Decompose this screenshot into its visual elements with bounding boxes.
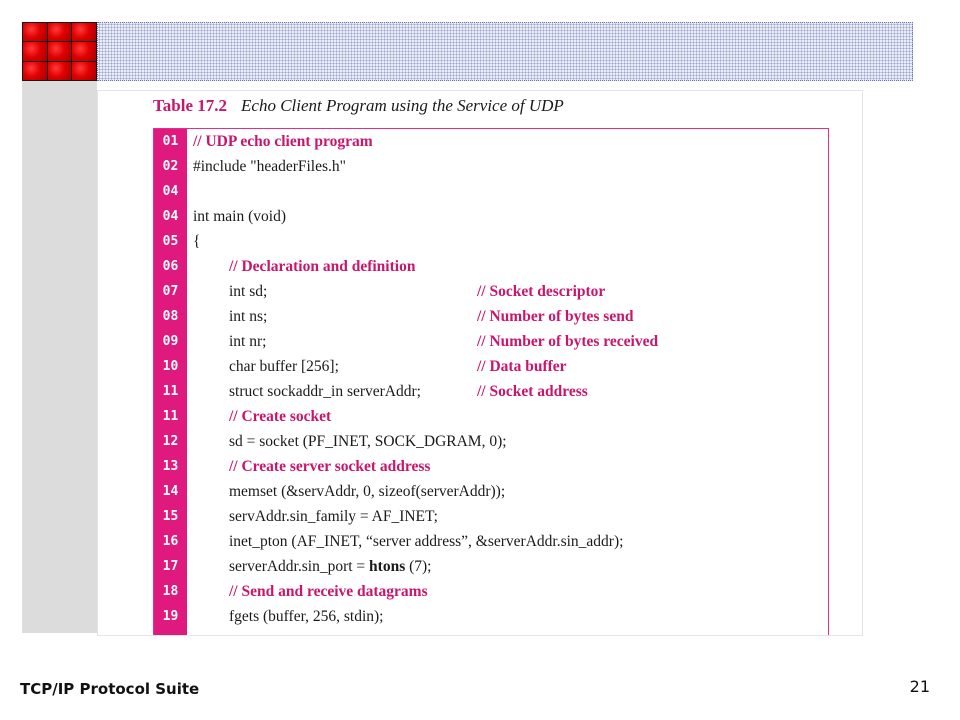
line-number: 18 — [162, 584, 179, 599]
table-label: Table 17.2 — [153, 96, 228, 115]
code-line — [154, 179, 828, 204]
table-caption — [153, 96, 564, 116]
code-comment: // Number of bytes send — [477, 308, 634, 325]
code-line — [154, 329, 828, 354]
code-line — [154, 479, 828, 504]
code-line — [154, 504, 828, 529]
code-line — [154, 129, 828, 154]
line-number: 08 — [162, 309, 179, 324]
code-line — [154, 354, 828, 379]
code-text: int nr; — [229, 333, 267, 350]
code-keyword: htons — [369, 558, 406, 575]
logo-cell — [23, 23, 47, 41]
code-line — [154, 154, 828, 179]
code-line — [154, 454, 828, 479]
line-number: 02 — [162, 159, 179, 174]
code-text: // Declaration and definition — [229, 258, 416, 275]
logo-cell — [72, 23, 96, 41]
code-comment: // Socket descriptor — [477, 283, 606, 300]
code-line — [154, 429, 828, 454]
code-text: // UDP echo client program — [193, 133, 373, 150]
code-text: int sd; — [229, 283, 268, 300]
code-line — [154, 404, 828, 429]
table-title: Echo Client Program using the Service of UDP — [241, 96, 564, 115]
line-number: 11 — [162, 384, 179, 399]
code-text: // Create socket — [229, 408, 332, 425]
code-comment: // Data buffer — [477, 358, 567, 375]
logo-cell — [23, 62, 47, 80]
code-text: sd = socket (PF_INET, SOCK_DGRAM, 0); — [229, 433, 507, 450]
line-number: 04 — [162, 184, 179, 199]
logo-cell — [72, 62, 96, 80]
side-panel — [22, 81, 97, 633]
code-line — [154, 204, 828, 229]
code-listing — [153, 128, 829, 636]
code-line — [154, 554, 828, 579]
code-line — [154, 379, 828, 404]
code-line — [154, 604, 828, 629]
line-number: 19 — [162, 609, 179, 624]
code-text — [229, 554, 432, 579]
header-band — [97, 22, 913, 81]
logo-cell — [72, 42, 96, 60]
line-number: 05 — [162, 234, 179, 249]
line-number: 15 — [162, 509, 179, 524]
logo-cell — [48, 42, 72, 60]
code-text: memset (&servAddr, 0, sizeof(serverAddr)); — [229, 483, 506, 500]
line-number: 04 — [162, 209, 179, 224]
code-line — [154, 229, 828, 254]
footer-title: TCP/IP Protocol Suite — [20, 680, 200, 698]
logo-cell — [23, 42, 47, 60]
logo-cell — [48, 62, 72, 80]
code-line — [154, 579, 828, 604]
code-text: #include "headerFiles.h" — [193, 158, 346, 175]
line-number: 09 — [162, 334, 179, 349]
code-text-part: serverAddr.sin_port = — [229, 558, 370, 575]
code-text: servAddr.sin_family = AF_INET; — [229, 508, 438, 525]
code-line — [154, 279, 828, 304]
code-text: inet_pton (AF_INET, “server address”, &serverAddr.sin_addr); — [229, 533, 624, 550]
line-number: 07 — [162, 284, 179, 299]
line-number: 14 — [162, 484, 179, 499]
logo-cell — [48, 23, 72, 41]
line-number: 17 — [162, 559, 179, 574]
code-comment: // Number of bytes received — [477, 333, 659, 350]
line-number: 10 — [162, 359, 179, 374]
code-line — [154, 529, 828, 554]
line-number: 12 — [162, 434, 179, 449]
page-number: 21 — [909, 677, 930, 696]
code-line — [154, 304, 828, 329]
code-text: fgets (buffer, 256, stdin); — [229, 608, 384, 625]
line-number: 11 — [162, 409, 179, 424]
code-text: // Send and receive datagrams — [229, 583, 428, 600]
line-number: 01 — [162, 134, 179, 149]
line-number: 06 — [162, 259, 179, 274]
code-text-part: (7); — [405, 558, 432, 575]
code-text: char buffer [256]; — [229, 358, 339, 375]
code-text: struct sockaddr_in serverAddr; — [229, 383, 421, 400]
red-grid-logo-icon — [22, 22, 97, 81]
code-line — [154, 254, 828, 279]
code-text: // Create server socket address — [229, 458, 431, 475]
code-text: { — [193, 233, 201, 250]
line-number: 13 — [162, 459, 179, 474]
line-number: 16 — [162, 534, 179, 549]
table-figure — [97, 90, 863, 636]
code-text: int ns; — [229, 308, 268, 325]
code-text: int main (void) — [193, 208, 286, 225]
code-comment: // Socket address — [477, 383, 588, 400]
